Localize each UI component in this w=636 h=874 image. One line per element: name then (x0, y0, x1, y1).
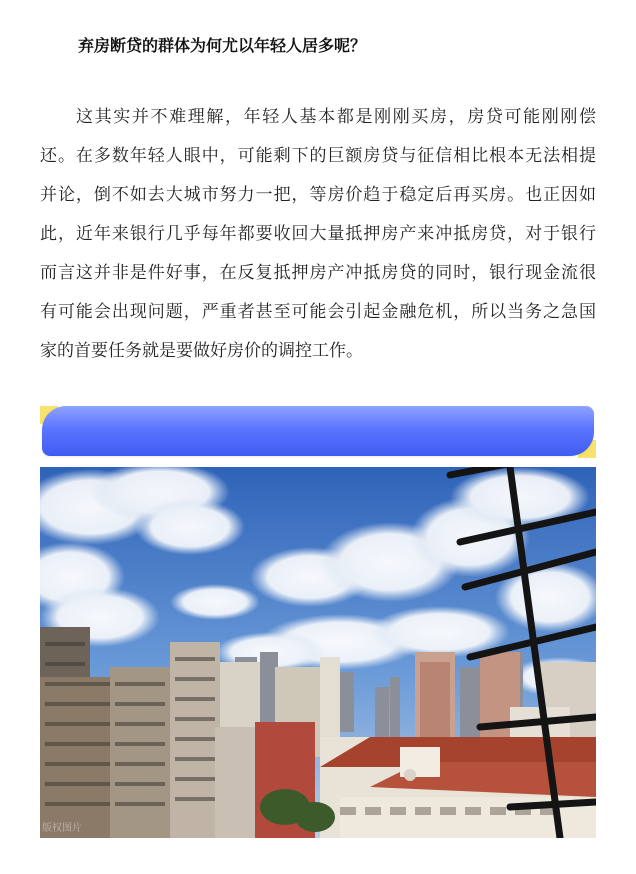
article-paragraph (40, 98, 596, 371)
article-heading: 弃房断贷的群体为何尤以年轻人居多呢？ (78, 36, 367, 55)
paragraph-line: 家的首要任务就是要做好房价的调控工作。 (40, 341, 363, 361)
decorative-banner (40, 406, 596, 458)
city-skyline-image (40, 467, 596, 838)
paragraph-line: 此，近年来银行几乎每年都要收回大量抵押房产来冲抵房贷，对于银行 (40, 224, 596, 244)
paragraph-line: 而言这并非是件好事，在反复抵押房产冲抵房贷的同时，银行现金流很 (40, 263, 596, 283)
article-photo (40, 467, 596, 838)
paragraph-line: 这其实并不难理解，年轻人基本都是刚刚买房，房贷可能刚刚偿 (76, 107, 596, 127)
photo-watermark: 版权图片 (42, 823, 82, 834)
paragraph-line: 还。在多数年轻人眼中，可能剩下的巨额房贷与征信相比根本无法相提 (40, 146, 596, 166)
paragraph-line: 并论，倒不如去大城市努力一把，等房价趋于稳定后再买房。也正因如 (40, 185, 596, 205)
banner-bar (42, 406, 594, 456)
paragraph-line: 有可能会出现问题，严重者甚至可能会引起金融危机，所以当务之急国 (40, 302, 596, 322)
